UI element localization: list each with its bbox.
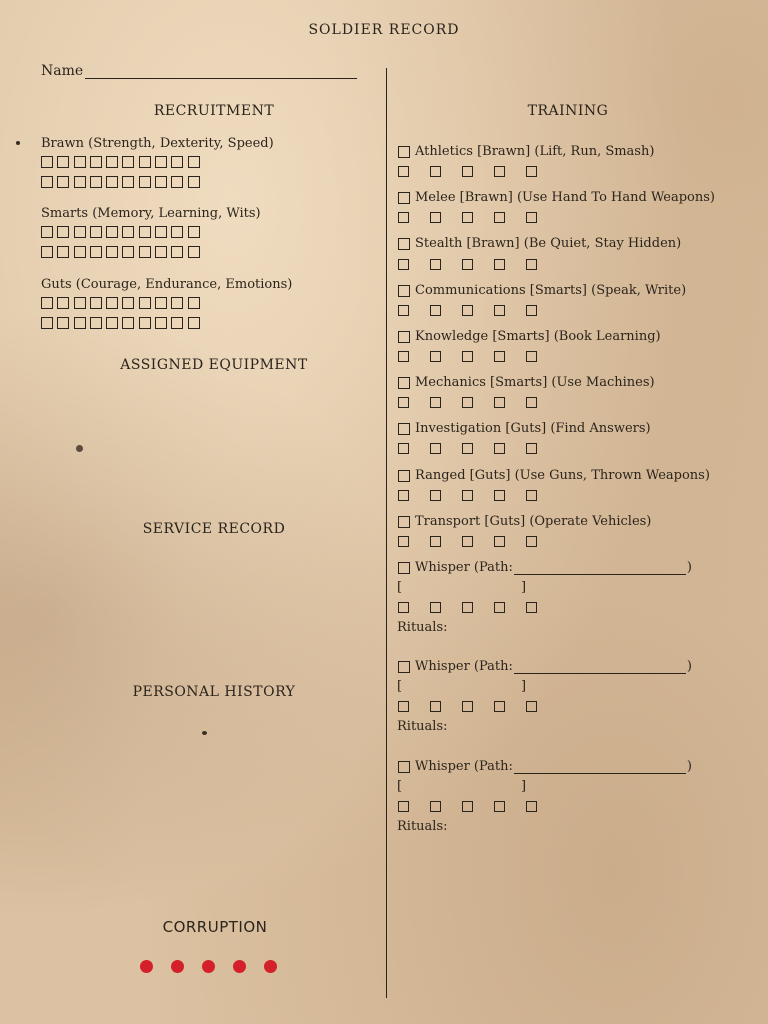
attribute-label: Smarts (Memory, Learning, Wits) xyxy=(41,206,261,221)
paper-speck xyxy=(76,445,83,452)
checkbox[interactable] xyxy=(74,317,86,329)
whisper-path-line[interactable] xyxy=(514,660,686,674)
whisper-path-line[interactable] xyxy=(514,561,686,575)
bracket-open: [ xyxy=(397,580,403,595)
skill-checkbox[interactable] xyxy=(398,377,410,389)
skill-label: Melee [Brawn] (Use Hand To Hand Weapons) xyxy=(415,190,715,205)
skill-checkbox[interactable] xyxy=(398,238,410,250)
checkbox[interactable] xyxy=(430,536,441,547)
bracket-open: [ xyxy=(397,679,403,694)
checkbox[interactable] xyxy=(462,397,473,408)
checkbox[interactable] xyxy=(122,297,134,309)
checkbox[interactable] xyxy=(462,536,473,547)
skill-investigation xyxy=(398,421,651,436)
skill-label: Knowledge [Smarts] (Book Learning) xyxy=(415,329,661,344)
column-divider xyxy=(386,68,387,998)
checkbox[interactable] xyxy=(41,297,53,309)
checkbox[interactable] xyxy=(188,297,200,309)
checkbox[interactable] xyxy=(494,351,505,362)
attribute-box-row xyxy=(41,244,261,260)
checkbox[interactable] xyxy=(494,259,505,270)
checkbox[interactable] xyxy=(398,305,409,316)
whisper-rank-boxes xyxy=(398,600,558,614)
whisper-prefix: Whisper (Path: xyxy=(415,759,513,774)
checkbox[interactable] xyxy=(90,246,102,258)
checkbox[interactable] xyxy=(494,490,505,501)
skill-label: Stealth [Brawn] (Be Quiet, Stay Hidden) xyxy=(415,236,682,251)
checkbox[interactable] xyxy=(494,701,505,712)
skill-label: Transport [Guts] (Operate Vehicles) xyxy=(415,514,652,529)
name-field[interactable] xyxy=(41,63,357,79)
skill-label: Communications [Smarts] (Speak, Write) xyxy=(415,283,687,298)
skill-rank-boxes xyxy=(398,210,558,224)
checkbox[interactable] xyxy=(462,212,473,223)
skill-rank-boxes xyxy=(398,257,558,271)
bracket-close: ] xyxy=(521,679,527,694)
skill-rank-boxes xyxy=(398,164,558,178)
corruption-dot[interactable] xyxy=(140,960,153,973)
checkbox[interactable] xyxy=(90,176,102,188)
checkbox[interactable] xyxy=(139,156,151,168)
checkbox[interactable] xyxy=(106,226,118,238)
checkbox[interactable] xyxy=(526,602,537,613)
checkbox[interactable] xyxy=(139,226,151,238)
paper-speck xyxy=(16,141,20,145)
checkbox[interactable] xyxy=(398,701,409,712)
checkbox[interactable] xyxy=(74,226,86,238)
checkbox[interactable] xyxy=(430,259,441,270)
checkbox[interactable] xyxy=(462,166,473,177)
skill-checkbox[interactable] xyxy=(398,285,410,297)
checkbox[interactable] xyxy=(171,226,183,238)
service-record-heading: SERVICE RECORD xyxy=(142,521,286,537)
checkbox[interactable] xyxy=(494,397,505,408)
checkbox[interactable] xyxy=(106,297,118,309)
recruitment-heading: RECRUITMENT xyxy=(153,103,275,119)
checkbox[interactable] xyxy=(171,246,183,258)
whisper-checkbox[interactable] xyxy=(398,562,410,574)
checkbox[interactable] xyxy=(430,212,441,223)
checkbox[interactable] xyxy=(139,297,151,309)
whisper-checkbox[interactable] xyxy=(398,661,410,673)
checkbox[interactable] xyxy=(188,246,200,258)
checkbox[interactable] xyxy=(462,443,473,454)
checkbox[interactable] xyxy=(494,602,505,613)
corruption-dot[interactable] xyxy=(171,960,184,973)
checkbox[interactable] xyxy=(188,176,200,188)
checkbox[interactable] xyxy=(90,226,102,238)
checkbox[interactable] xyxy=(171,176,183,188)
whisper-rank-boxes xyxy=(398,799,558,813)
attribute-label: Guts (Courage, Endurance, Emotions) xyxy=(41,277,293,292)
checkbox[interactable] xyxy=(494,305,505,316)
skill-rank-boxes xyxy=(398,534,558,548)
checkbox[interactable] xyxy=(430,801,441,812)
checkbox[interactable] xyxy=(398,602,409,613)
attribute-brawn xyxy=(41,136,274,190)
attribute-guts xyxy=(41,277,292,331)
bracket-close: ] xyxy=(521,580,527,595)
checkbox[interactable] xyxy=(41,176,53,188)
corruption-dot[interactable] xyxy=(264,960,277,973)
checkbox[interactable] xyxy=(526,536,537,547)
checkbox[interactable] xyxy=(430,701,441,712)
checkbox[interactable] xyxy=(122,246,134,258)
checkbox[interactable] xyxy=(106,156,118,168)
whisper-checkbox[interactable] xyxy=(398,761,410,773)
checkbox[interactable] xyxy=(57,176,69,188)
checkbox[interactable] xyxy=(526,351,537,362)
checkbox[interactable] xyxy=(57,226,69,238)
skill-melee xyxy=(398,190,715,205)
checkbox[interactable] xyxy=(398,166,409,177)
checkbox[interactable] xyxy=(106,246,118,258)
checkbox[interactable] xyxy=(430,490,441,501)
whisper-path-3 xyxy=(398,759,692,774)
checkbox[interactable] xyxy=(155,297,167,309)
checkbox[interactable] xyxy=(155,246,167,258)
skill-checkbox[interactable] xyxy=(398,146,410,158)
skill-checkbox[interactable] xyxy=(398,423,410,435)
checkbox[interactable] xyxy=(494,166,505,177)
checkbox[interactable] xyxy=(155,226,167,238)
corruption-dot[interactable] xyxy=(202,960,215,973)
checkbox[interactable] xyxy=(155,156,167,168)
whisper-path-2 xyxy=(398,659,692,674)
checkbox[interactable] xyxy=(74,297,86,309)
corruption-dot[interactable] xyxy=(233,960,246,973)
checkbox[interactable] xyxy=(155,317,167,329)
checkbox[interactable] xyxy=(41,226,53,238)
checkbox[interactable] xyxy=(526,443,537,454)
attribute-box-row xyxy=(41,154,274,170)
paper-speck xyxy=(202,731,207,735)
checkbox[interactable] xyxy=(430,397,441,408)
attribute-box-row xyxy=(41,224,261,240)
checkbox[interactable] xyxy=(122,226,134,238)
whisper-bracket-field[interactable] xyxy=(397,779,527,794)
attribute-box-row xyxy=(41,174,274,190)
bracket-close: ] xyxy=(521,779,527,794)
skill-rank-boxes xyxy=(398,395,558,409)
checkbox[interactable] xyxy=(139,317,151,329)
whisper-path-line[interactable] xyxy=(514,760,686,774)
checkbox[interactable] xyxy=(74,246,86,258)
whisper-bracket-field[interactable] xyxy=(397,679,527,694)
checkbox[interactable] xyxy=(122,156,134,168)
corruption-heading: CORRUPTION xyxy=(162,918,268,936)
name-label: Name xyxy=(41,63,84,79)
checkbox[interactable] xyxy=(398,351,409,362)
checkbox[interactable] xyxy=(398,490,409,501)
checkbox[interactable] xyxy=(122,317,134,329)
skill-label: Athletics [Brawn] (Lift, Run, Smash) xyxy=(415,144,655,159)
checkbox[interactable] xyxy=(430,443,441,454)
personal-history-heading: PERSONAL HISTORY xyxy=(132,684,296,700)
whisper-bracket-field[interactable] xyxy=(397,580,527,595)
name-line[interactable] xyxy=(85,64,357,79)
checkbox[interactable] xyxy=(526,212,537,223)
checkbox[interactable] xyxy=(57,297,69,309)
whisper-rank-boxes xyxy=(398,699,558,713)
skill-stealth xyxy=(398,236,681,251)
checkbox[interactable] xyxy=(139,176,151,188)
corruption-track xyxy=(140,960,277,973)
whisper-suffix: ) xyxy=(686,759,692,774)
checkbox[interactable] xyxy=(526,801,537,812)
skill-label: Investigation [Guts] (Find Answers) xyxy=(415,421,651,436)
skill-ranged xyxy=(398,468,710,483)
checkbox[interactable] xyxy=(155,176,167,188)
skill-rank-boxes xyxy=(398,441,558,455)
skill-checkbox[interactable] xyxy=(398,470,410,482)
skill-athletics xyxy=(398,144,654,159)
attribute-box-row xyxy=(41,295,292,311)
checkbox[interactable] xyxy=(526,490,537,501)
checkbox[interactable] xyxy=(494,536,505,547)
checkbox[interactable] xyxy=(430,166,441,177)
checkbox[interactable] xyxy=(171,156,183,168)
checkbox[interactable] xyxy=(41,246,53,258)
checkbox[interactable] xyxy=(462,602,473,613)
checkbox[interactable] xyxy=(122,176,134,188)
checkbox[interactable] xyxy=(90,317,102,329)
skill-label: Ranged [Guts] (Use Guns, Thrown Weapons) xyxy=(415,468,710,483)
page-title: SOLDIER RECORD xyxy=(308,22,460,38)
checkbox[interactable] xyxy=(526,397,537,408)
whisper-prefix: Whisper (Path: xyxy=(415,659,513,674)
checkbox[interactable] xyxy=(41,156,53,168)
checkbox[interactable] xyxy=(494,443,505,454)
checkbox[interactable] xyxy=(462,801,473,812)
checkbox[interactable] xyxy=(74,156,86,168)
checkbox[interactable] xyxy=(41,317,53,329)
checkbox[interactable] xyxy=(106,317,118,329)
checkbox[interactable] xyxy=(171,297,183,309)
checkbox[interactable] xyxy=(188,156,200,168)
skill-checkbox[interactable] xyxy=(398,516,410,528)
checkbox[interactable] xyxy=(398,212,409,223)
whisper-prefix: Whisper (Path: xyxy=(415,560,513,575)
whisper-path-1 xyxy=(398,560,692,575)
checkbox[interactable] xyxy=(74,176,86,188)
rituals-label: Rituals: xyxy=(397,620,448,635)
whisper-suffix: ) xyxy=(686,560,692,575)
checkbox[interactable] xyxy=(462,490,473,501)
training-heading: TRAINING xyxy=(527,103,609,119)
checkbox[interactable] xyxy=(526,701,537,712)
checkbox[interactable] xyxy=(462,351,473,362)
checkbox[interactable] xyxy=(57,317,69,329)
skill-knowledge xyxy=(398,329,661,344)
skill-rank-boxes xyxy=(398,488,558,502)
checkbox[interactable] xyxy=(398,801,409,812)
checkbox[interactable] xyxy=(526,166,537,177)
checkbox[interactable] xyxy=(526,305,537,316)
checkbox[interactable] xyxy=(106,176,118,188)
attribute-label: Brawn (Strength, Dexterity, Speed) xyxy=(41,136,274,151)
checkbox[interactable] xyxy=(398,536,409,547)
checkbox[interactable] xyxy=(398,397,409,408)
checkbox[interactable] xyxy=(188,317,200,329)
rituals-label: Rituals: xyxy=(397,819,448,834)
skill-checkbox[interactable] xyxy=(398,192,410,204)
checkbox[interactable] xyxy=(139,246,151,258)
assigned-equipment-heading: ASSIGNED EQUIPMENT xyxy=(120,357,308,373)
attribute-smarts xyxy=(41,206,261,260)
checkbox[interactable] xyxy=(462,305,473,316)
checkbox[interactable] xyxy=(188,226,200,238)
checkbox[interactable] xyxy=(494,212,505,223)
checkbox[interactable] xyxy=(462,259,473,270)
skill-rank-boxes xyxy=(398,349,558,363)
checkbox[interactable] xyxy=(430,305,441,316)
skill-rank-boxes xyxy=(398,303,558,317)
bracket-open: [ xyxy=(397,779,403,794)
skill-checkbox[interactable] xyxy=(398,331,410,343)
checkbox[interactable] xyxy=(57,246,69,258)
checkbox[interactable] xyxy=(430,602,441,613)
checkbox[interactable] xyxy=(90,297,102,309)
attribute-box-row xyxy=(41,315,292,331)
checkbox[interactable] xyxy=(430,351,441,362)
checkbox[interactable] xyxy=(462,701,473,712)
whisper-suffix: ) xyxy=(686,659,692,674)
skill-communications xyxy=(398,283,686,298)
checkbox[interactable] xyxy=(398,259,409,270)
skill-label: Mechanics [Smarts] (Use Machines) xyxy=(415,375,655,390)
checkbox[interactable] xyxy=(494,801,505,812)
rituals-label: Rituals: xyxy=(397,719,448,734)
checkbox[interactable] xyxy=(57,156,69,168)
skill-transport xyxy=(398,514,651,529)
checkbox[interactable] xyxy=(526,259,537,270)
checkbox[interactable] xyxy=(171,317,183,329)
checkbox[interactable] xyxy=(398,443,409,454)
checkbox[interactable] xyxy=(90,156,102,168)
skill-mechanics xyxy=(398,375,655,390)
